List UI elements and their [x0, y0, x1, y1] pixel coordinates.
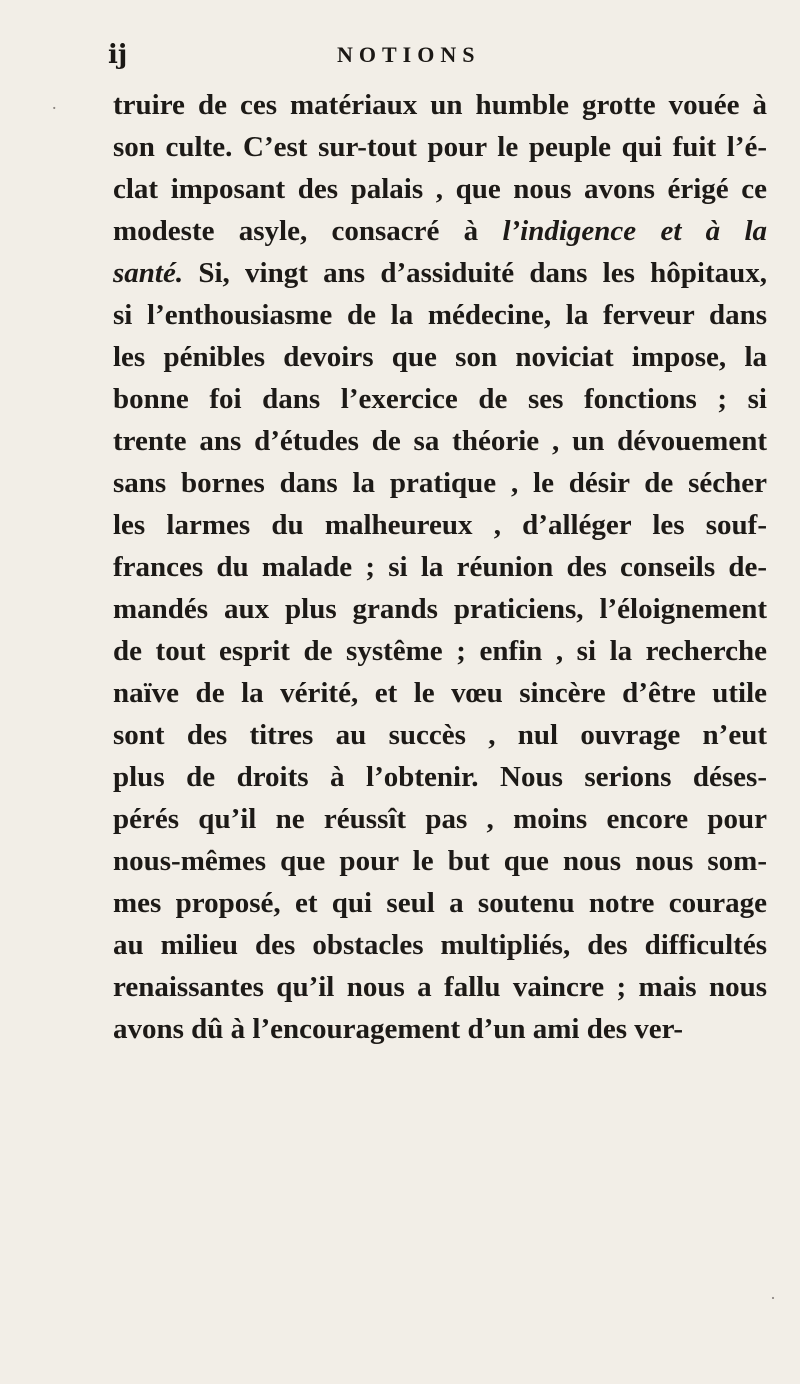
text-line [113, 546, 767, 588]
text-line [113, 924, 767, 966]
text-line [113, 756, 767, 798]
text-run: truire de ces matériaux un humble grotte vouée à [113, 89, 767, 121]
text-run: sans bornes dans la pratique , le désir de sécher [113, 467, 767, 499]
text-run: mes proposé, et qui seul a soutenu notre courage [113, 887, 767, 919]
text-run: frances du malade ; si la réunion des conseils de- [113, 551, 767, 583]
text-run: naïve de la vérité, et le vœu sincère d’être utile [113, 677, 767, 709]
text-line [113, 798, 767, 840]
text-run: son culte. C’est sur-tout pour le peuple qui fuit l’é- [113, 131, 767, 163]
text-run: mandés aux plus grands praticiens, l’éloignement [113, 593, 767, 625]
text-line [113, 378, 767, 420]
text-line [113, 336, 767, 378]
text-run: modeste asyle, consacré à [113, 215, 503, 247]
text-run: nous-mêmes que pour le but que nous nous som- [113, 845, 767, 877]
text-line [113, 630, 767, 672]
text-run: sont des titres au succès , nul ouvrage n’eut [113, 719, 767, 751]
text-line [113, 126, 767, 168]
italic-text: santé. [113, 257, 184, 289]
text-run: pérés qu’il ne réussît pas , moins encore pour [113, 803, 767, 835]
text-line [113, 588, 767, 630]
running-title: NOTIONS [337, 42, 481, 67]
text-line [113, 252, 767, 294]
text-line [113, 882, 767, 924]
text-line [113, 462, 767, 504]
text-line [113, 966, 767, 1008]
text-run: trente ans d’études de sa théorie , un dévouement [113, 425, 767, 457]
text-run: plus de droits à l’obtenir. Nous serions déses- [113, 761, 767, 793]
text-line [113, 168, 767, 210]
text-run: bonne foi dans l’exercice de ses fonctions ; si [113, 383, 767, 415]
text-run: si l’enthousiasme de la médecine, la ferveur dans [113, 299, 767, 331]
text-run: au milieu des obstacles multipliés, des difficultés [113, 929, 767, 961]
page-number: ij [108, 40, 128, 70]
text-run: renaissantes qu’il nous a fallu vaincre ; mais nous [113, 971, 767, 1003]
text-line [113, 714, 767, 756]
text-line [113, 84, 767, 126]
page-header [100, 40, 720, 80]
text-line [113, 672, 767, 714]
text-run: avons dû à l’encouragement d’un ami des ver- [113, 1013, 684, 1045]
text-run: Si, vingt ans d’assiduité dans les hôpitaux, [183, 257, 767, 289]
stray-mark: . [52, 93, 57, 113]
text-line [113, 840, 767, 882]
text-run: clat imposant des palais , que nous avons érigé ce [113, 173, 767, 205]
text-run: les larmes du malheureux , d’alléger les souf- [113, 509, 767, 541]
stray-mark: · [770, 1288, 776, 1308]
text-line [113, 420, 767, 462]
italic-text: l’indigence et à la [502, 215, 767, 247]
text-line [113, 294, 767, 336]
body-text [113, 84, 767, 1050]
text-line [113, 504, 767, 546]
text-run: les pénibles devoirs que son noviciat impose, la [113, 341, 767, 373]
text-run: de tout esprit de systême ; enfin , si la recherche [113, 635, 767, 667]
text-line [113, 1008, 767, 1050]
text-line [113, 210, 767, 252]
